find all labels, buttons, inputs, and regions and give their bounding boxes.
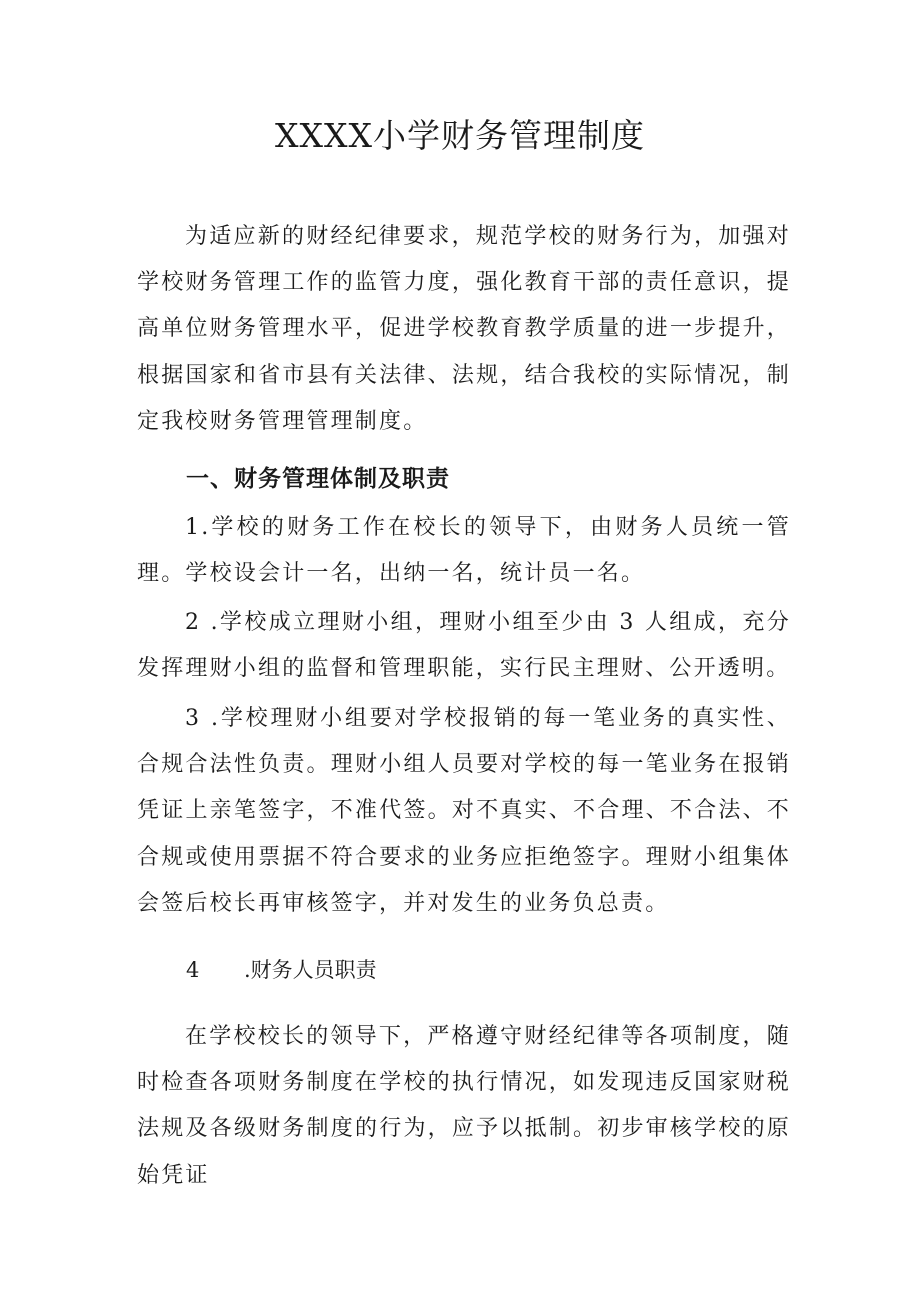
item-4-label: .财务人员职责 — [244, 958, 377, 982]
document-title: XXXX小学财务管理制度 — [275, 116, 645, 155]
item-4-number: 4 — [186, 958, 200, 982]
item-4-paragraph: 在学校校长的领导下，严格遵守财经纪律等各项制度，随时检查各项财务制度在学校的执行情况，如发现违反国家财税法规及各级财务制度的行为，应予以抵制。初步审核学校的原始凭证 — [137, 1024, 791, 1188]
item-3-paragraph: 3 .学校理财小组要对学校报销的每一笔业务的真实性、合规合法性负责。理财小组人员要对学校的每一笔业务在报销凭证上亲笔签字，不准代签。对不真实、不合理、不合法、不合规或使用票据不符合要求的业务应拒绝签字。理财小组集体会签后校长再审核签字，并对发生的业务负总责。 — [137, 706, 791, 916]
item-2-paragraph: 2 .学校成立理财小组，理财小组至少由 3 人组成，充分发挥理财小组的监督和管理职能，实行民主理财、公开透明。 — [137, 610, 791, 682]
section-heading-1: 一、财务管理体制及职责 — [186, 466, 450, 492]
item-4-heading — [186, 950, 377, 990]
intro-paragraph: 为适应新的财经纪律要求，规范学校的财务行为，加强对学校财务管理工作的监管力度，强化教育干部的责任意识，提高单位财务管理水平，促进学校教育教学质量的进一步提升，根据国家和省市县有关法律、法规，结合我校的实际情况，制定我校财务管理管理制度。 — [137, 224, 791, 434]
item-1-paragraph: 1.学校的财务工作在校长的领导下，由财务人员统一管理。学校设会计一名，出纳一名，统计员一名。 — [137, 515, 791, 587]
